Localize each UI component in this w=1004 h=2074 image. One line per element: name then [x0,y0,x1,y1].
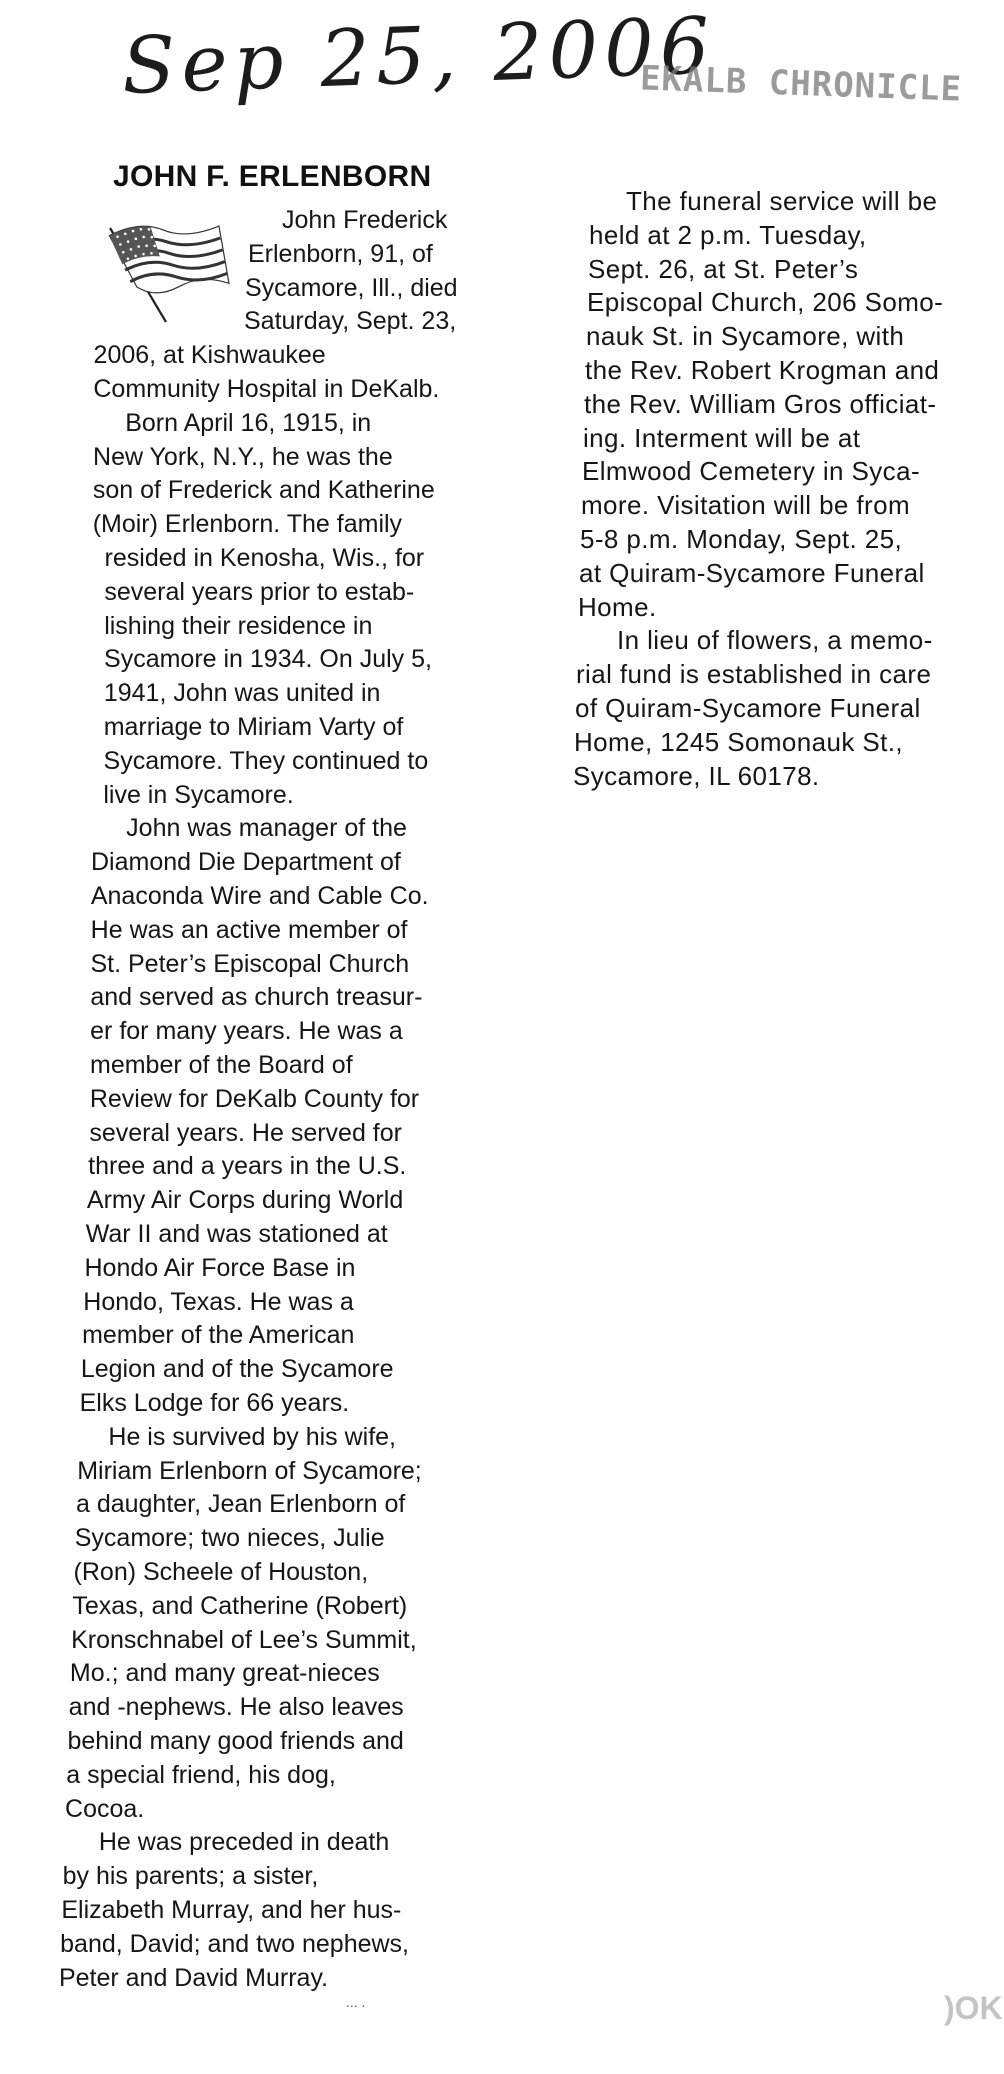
left-column-line: Community Hospital in DeKalb. [93,375,440,403]
left-column-line: Sycamore. They continued to [103,746,429,775]
right-column-line: The funeral service will be [626,186,938,216]
left-column-line: three and a years in the U.S. [88,1152,407,1181]
left-column-line: Hondo Air Force Base in [84,1253,356,1282]
left-column-line: Kronschnabel of Lee’s Summit, [71,1625,417,1654]
left-column-line: Elks Lodge for 66 years. [79,1389,350,1417]
right-column-line: Home, 1245 Somonauk St., [574,726,904,757]
left-column-line: live in Sycamore. [103,780,294,809]
left-column-line: a special friend, his dog, [66,1760,336,1789]
right-column-line: Episcopal Church, 206 Somo- [587,287,944,318]
left-column-line: War II and was stationed at [85,1220,388,1248]
left-column-line: a daughter, Jean Erlenborn of [75,1490,406,1519]
left-column-line: by his parents; a sister, [62,1862,319,1891]
left-column-line: Texas, and Catherine (Robert) [72,1591,408,1620]
american-flag-icon [104,218,230,326]
right-column-line: nauk St. in Sycamore, with [586,321,905,352]
right-column-line: rial fund is established in care [576,659,932,690]
left-column-line: Erlenborn, 91, of [248,239,433,268]
right-column-line: the Rev. Robert Krogman and [585,355,940,385]
left-column-line: and served as church treasur- [90,983,423,1012]
left-column-line: Sycamore, Ill., died [245,273,458,302]
left-column-line: Army Air Corps during World [86,1186,404,1215]
left-column-line: resided in Kenosha, Wis., for [104,544,425,572]
newspaper-stamp: EKALB CHRONICLE [639,58,963,110]
corner-fragment-text: )OK [944,1990,1003,2026]
left-column-line: He is survived by his wife, [108,1422,397,1451]
right-column-line: at Quiram-Sycamore Funeral [579,557,925,588]
left-column-line: Legion and of the Sycamore [80,1355,394,1384]
right-column-line: ing. Interment will be at [583,422,861,453]
left-column-line: Anaconda Wire and Cable Co. [90,882,429,910]
left-column-line: lishing their residence in [104,611,373,640]
left-column-line: St. Peter’s Episcopal Church [90,949,410,978]
left-column-line: Mo.; and many great-nieces [69,1659,380,1688]
left-column-line: Saturday, Sept. 23, [244,307,457,336]
left-column-line: Peter and David Murray. [58,1963,329,1992]
left-column-line: member of the Board of [90,1051,353,1079]
right-column-line: of Quiram-Sycamore Funeral [575,693,921,723]
left-column-line: several years. He served for [89,1118,402,1147]
end-marks: ... . [346,1994,366,2010]
right-column-line: In lieu of flowers, a memo- [617,625,933,656]
left-column-line: Miriam Erlenborn of Sycamore; [77,1456,422,1485]
left-column-line: He was preceded in death [98,1828,390,1857]
left-column-line: John Frederick [282,206,448,234]
obituary-title: JOHN F. ERLENBORN [113,160,432,193]
right-column-line: Sycamore, IL 60178. [573,760,820,791]
right-column-line: more. Visitation will be from [581,490,911,521]
left-column-line: and -nephews. He also leaves [68,1693,404,1722]
left-column-line: 2006, at Kishwaukee [93,341,326,370]
right-column-line: Elmwood Cemetery in Syca- [582,456,920,487]
left-column-line: behind many good friends and [67,1727,404,1755]
left-column-line: He was an active member of [90,915,408,944]
left-column-line: Diamond Die Department of [91,848,401,877]
left-column-line: Born April 16, 1915, in [125,408,372,437]
left-column-line: Hondo, Texas. He was a [83,1287,354,1316]
left-column-line: (Ron) Scheele of Houston, [73,1558,369,1586]
left-column-line: New York, N.Y., he was the [93,442,393,471]
left-column-line: Cocoa. [65,1794,145,1823]
left-column-line: marriage to Miriam Varty of [103,713,404,741]
left-column-line: er for many years. He was a [90,1017,403,1046]
left-column-line: son of Frederick and Katherine [92,476,435,505]
left-column-line: Sycamore in 1934. On July 5, [104,645,432,674]
right-column-line: held at 2 p.m. Tuesday, [589,219,867,250]
left-column-line: 1941, John was united in [103,679,381,708]
left-column-line: band, David; and two nephews, [60,1929,409,1958]
left-column-line: member of the American [82,1321,355,1350]
left-column-line: (Moir) Erlenborn. The family [92,510,403,539]
left-column-line: Review for DeKalb County for [89,1084,420,1113]
handwritten-date: Sep 25, 2006 [120,1,717,112]
right-column-line: Home. [578,591,657,622]
left-column-line: John was manager of the [126,814,407,843]
right-column-line: Sept. 26, at St. Peter’s [588,253,859,284]
right-column-line: the Rev. William Gros officiat- [584,388,937,419]
right-column-line: 5-8 p.m. Monday, Sept. 25, [580,524,903,554]
left-column-line: Elizabeth Murray, and her hus- [61,1896,402,1924]
left-column-line: several years prior to estab- [104,577,415,606]
left-column-line: Sycamore; two nieces, Julie [74,1524,385,1553]
